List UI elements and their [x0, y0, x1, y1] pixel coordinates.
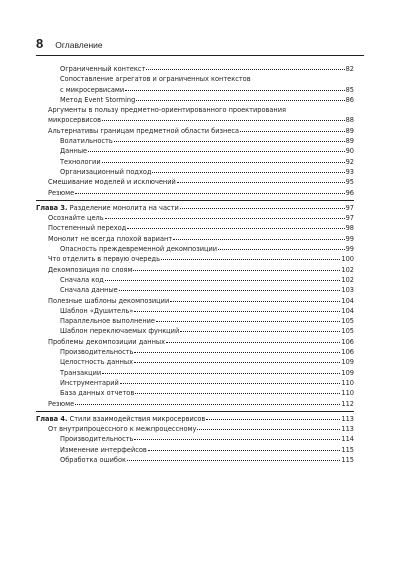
toc-entry-title: Монолит не всегда плохой вариант [48, 234, 173, 243]
dot-leader [240, 131, 345, 132]
toc-entry[interactable] [36, 167, 354, 177]
dot-leader [125, 90, 344, 91]
toc-entry[interactable] [36, 316, 354, 326]
dot-leader [197, 429, 340, 430]
page-number: 8 [36, 36, 44, 51]
toc-page-number: 92 [345, 157, 354, 166]
toc-page-number: 97 [345, 214, 354, 223]
toc-page-number: 89 [345, 126, 354, 135]
dot-leader [120, 383, 341, 384]
toc-page-number: 100 [341, 255, 354, 264]
toc-page-number: 112 [341, 399, 354, 408]
toc-entry-title: База данных отчетов [60, 389, 135, 398]
toc-entry[interactable] [36, 445, 354, 455]
toc-entry[interactable] [36, 455, 354, 465]
dot-leader [152, 172, 344, 173]
toc-page-number: 98 [345, 224, 354, 233]
toc-entry-title: Ограниченный контекст [60, 65, 146, 73]
toc-entry[interactable] [36, 434, 354, 444]
dot-leader [75, 193, 344, 194]
toc-entry[interactable] [36, 306, 354, 316]
toc-page-number: 99 [345, 234, 354, 243]
toc-entry-title: Транзакции [60, 368, 102, 377]
chapter-separator [36, 411, 354, 412]
toc-page-number: 113 [341, 425, 354, 434]
toc-page-number: 93 [345, 167, 354, 176]
toc-entry[interactable] [36, 378, 354, 388]
toc-entry-title: Шаблон «Душитель» [60, 306, 134, 315]
dot-leader [134, 362, 340, 363]
toc-page-number: 114 [341, 435, 354, 444]
toc-entry-title-line: Аргументы в пользу предметно-ориентированного проектирования [48, 106, 286, 115]
toc-entry-title: Опасность преждевременной декомпозиции [60, 245, 218, 254]
toc-page-number: 90 [345, 147, 354, 156]
chapter-separator [36, 200, 354, 201]
dot-leader [161, 259, 340, 260]
toc-entry-title: Обработка ошибок [60, 455, 126, 464]
toc-entry-title: Волатильность [60, 137, 113, 146]
toc-entry[interactable] [36, 213, 354, 223]
toc-entry-title: Организационный подход [60, 167, 152, 176]
toc-entry-title: Данные [60, 147, 88, 156]
toc-page-number: 105 [341, 327, 354, 336]
toc-entry-title: Метод Event Storming [60, 95, 136, 104]
toc-entry[interactable] [36, 126, 354, 136]
toc-entry-title: с микросервисами [60, 85, 125, 94]
toc-entry-title: Сначала код [60, 275, 104, 284]
toc-entry[interactable] [36, 337, 354, 347]
toc-entry[interactable] [36, 424, 354, 434]
toc-entry-title: Производительность [60, 348, 134, 357]
dot-leader [146, 69, 344, 70]
chapter-number: Глава 4. [36, 414, 68, 423]
toc-page-number: 82 [345, 65, 354, 73]
toc-entry-title: Параллельное выполнение [60, 317, 155, 326]
toc-entry-title: От внутрипроцессного к межпроцессному [48, 425, 197, 434]
toc-page-number: 106 [341, 337, 354, 346]
toc-page-number: 96 [345, 188, 354, 197]
chapter-number: Глава 3. [36, 203, 68, 212]
dot-leader [127, 228, 344, 229]
dot-leader [105, 280, 341, 281]
toc-page-number: 104 [341, 306, 354, 315]
toc-page-number: 95 [345, 178, 354, 187]
toc-page-number: 88 [345, 116, 354, 125]
toc-page-number: 109 [341, 358, 354, 367]
dot-leader [177, 182, 345, 183]
dot-leader [180, 331, 340, 332]
toc-entry[interactable] [36, 74, 354, 95]
dot-leader [134, 311, 340, 312]
toc-entry-title: Резюме [48, 399, 75, 408]
toc-entry[interactable] [36, 388, 354, 398]
dot-leader [102, 373, 340, 374]
dot-leader [119, 290, 341, 291]
toc-entry-title: Смешивание моделей и исключений [48, 178, 176, 187]
dot-leader [133, 270, 340, 271]
dot-leader [105, 218, 345, 219]
toc-page-number: 104 [341, 296, 354, 305]
toc-entry[interactable] [36, 254, 354, 264]
toc-entry-title: Разделение монолита на части [69, 203, 179, 212]
toc-page-number: 86 [345, 95, 354, 104]
header-rule [36, 55, 364, 56]
table-of-contents [36, 64, 354, 465]
dot-leader [134, 439, 340, 440]
toc-entry[interactable] [36, 177, 354, 187]
toc-entry[interactable] [36, 136, 354, 146]
running-title: Оглавление [55, 40, 103, 50]
toc-entry[interactable] [36, 275, 354, 285]
toc-entry-title: Что отделить в первую очередь [48, 255, 160, 264]
toc-entry-title: Осознайте цель [48, 214, 104, 223]
toc-page-number: 85 [345, 85, 354, 94]
toc-entry[interactable] [36, 326, 354, 336]
toc-entry[interactable] [36, 105, 354, 126]
toc-entry[interactable] [36, 188, 354, 198]
toc-chapter-entry[interactable] [36, 414, 354, 424]
toc-page-number: 110 [341, 389, 354, 398]
toc-entry[interactable] [36, 146, 354, 156]
toc-entry-title: микросервисов [48, 116, 102, 125]
toc-entry-title-line: Сопоставление агрегатов и ограниченных контекстов [60, 75, 251, 84]
page-header [36, 36, 103, 51]
toc-entry[interactable] [36, 347, 354, 357]
toc-entry-title: Изменение интерфейсов [60, 445, 147, 454]
toc-entry[interactable] [36, 244, 354, 254]
toc-entry-title: Проблемы декомпозиции данных [48, 337, 166, 346]
dot-leader [148, 450, 341, 451]
toc-entry-title: Производительность [60, 435, 134, 444]
toc-entry-title: Технологии [60, 157, 101, 166]
dot-leader [218, 249, 345, 250]
toc-chapter-entry[interactable] [36, 203, 354, 213]
toc-page-number: 109 [341, 368, 354, 377]
toc-page-number: 89 [345, 137, 354, 146]
dot-leader [156, 321, 340, 322]
dot-leader [135, 393, 340, 394]
toc-entry-title: Резюме [48, 188, 75, 197]
toc-entry[interactable] [36, 296, 354, 306]
toc-entry[interactable] [36, 368, 354, 378]
toc-page-number: 115 [341, 445, 354, 454]
dot-leader [102, 162, 345, 163]
dot-leader [173, 239, 344, 240]
dot-leader [134, 352, 340, 353]
dot-leader [180, 208, 345, 209]
dot-leader [170, 301, 340, 302]
toc-entry[interactable] [36, 357, 354, 367]
toc-entry[interactable] [36, 285, 354, 295]
dot-leader [206, 419, 340, 420]
toc-page-number: 105 [341, 317, 354, 326]
toc-entry-title: Инструментарий [60, 378, 119, 387]
toc-page-number: 102 [341, 265, 354, 274]
toc-page-number: 102 [341, 275, 354, 284]
toc-entry-title: Альтернативы границам предметной области бизнеса [48, 126, 240, 135]
dot-leader [127, 460, 340, 461]
toc-page-number: 113 [341, 414, 354, 423]
toc-entry[interactable] [36, 265, 354, 275]
toc-entry-title: Стили взаимодействия микросервисов [69, 414, 206, 423]
toc-entry[interactable] [36, 234, 354, 244]
toc-entry-title: Декомпозиция по слоям [48, 265, 133, 274]
toc-page-number: 103 [341, 286, 354, 295]
toc-entry-title: Постепенный переход [48, 224, 127, 233]
toc-entry[interactable] [36, 157, 354, 167]
toc-page-number: 110 [341, 378, 354, 387]
toc-entry-title: Сначала данные [60, 286, 118, 295]
dot-leader [136, 100, 344, 101]
toc-entry[interactable] [36, 223, 354, 233]
toc-entry-title: Полезные шаблоны декомпозиции [48, 296, 170, 305]
toc-page-number: 97 [345, 203, 354, 212]
dot-leader [75, 404, 340, 405]
toc-entry-title: Шаблон переключаемых функций [60, 327, 180, 336]
dot-leader [166, 342, 340, 343]
toc-entry[interactable] [36, 64, 354, 74]
toc-entry[interactable] [36, 95, 354, 105]
toc-page-number: 106 [341, 348, 354, 357]
dot-leader [114, 141, 345, 142]
toc-entry[interactable] [36, 399, 354, 409]
toc-entry-title: Целостность данных [60, 358, 134, 367]
toc-page-number: 99 [345, 245, 354, 254]
toc-page-number: 115 [341, 455, 354, 464]
dot-leader [88, 151, 345, 152]
dot-leader [102, 120, 345, 121]
